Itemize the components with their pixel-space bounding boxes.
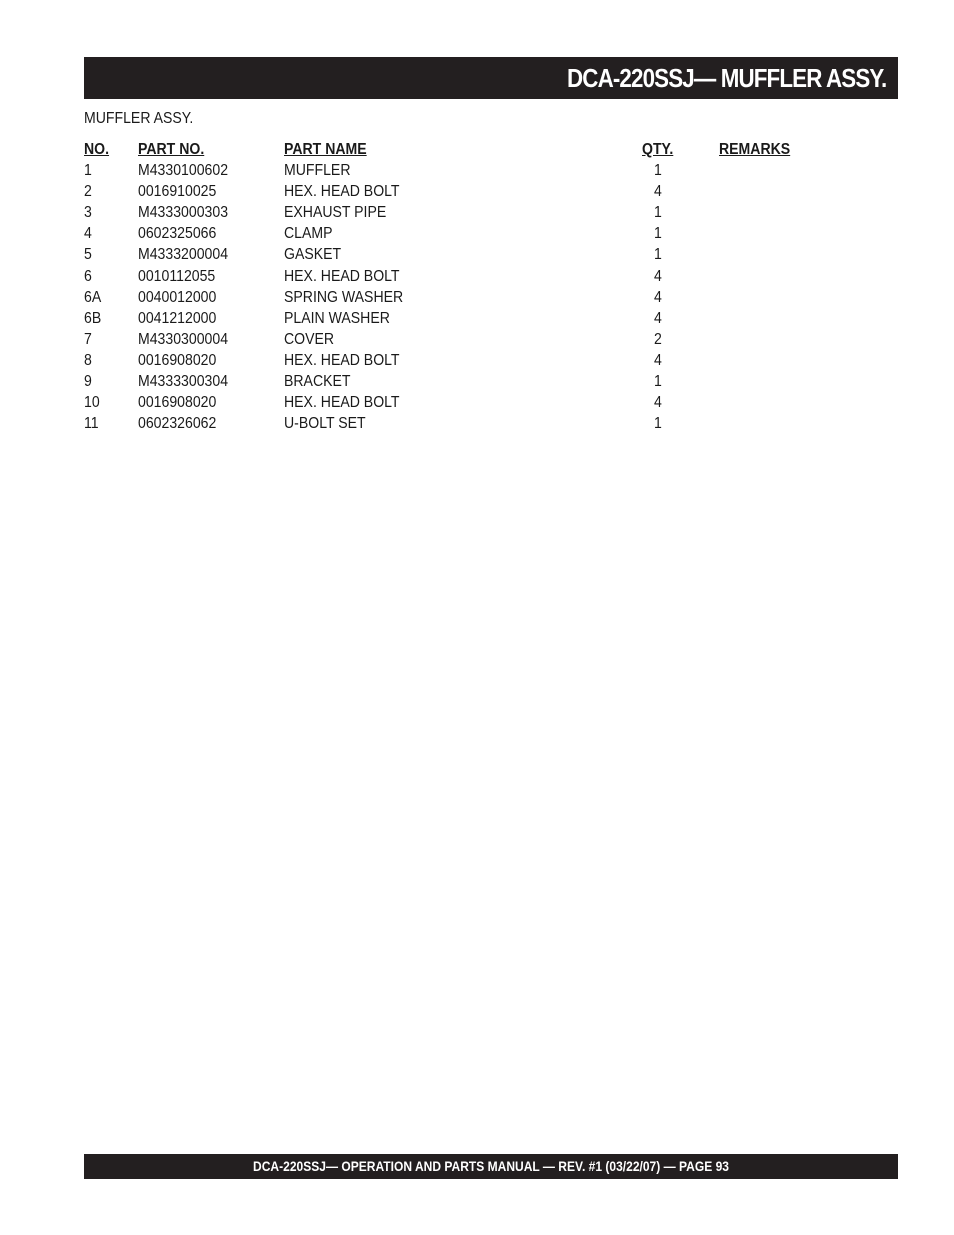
cell-part-no: 0016908020 bbox=[138, 394, 217, 412]
cell-qty: 4 bbox=[654, 288, 662, 306]
cell-part-no: 0016910025 bbox=[138, 183, 217, 201]
cell-part-no: M4330100602 bbox=[138, 162, 229, 180]
cell-qty: 1 bbox=[654, 162, 662, 180]
table-row bbox=[84, 244, 804, 265]
cell-part-name: HEX. HEAD BOLT bbox=[284, 394, 400, 412]
table-body bbox=[84, 160, 804, 434]
cell-qty: 1 bbox=[654, 225, 662, 243]
footer-text: DCA-220SSJ— OPERATION AND PARTS MANUAL — REV. #1 (03/22/07) — PAGE 93 bbox=[253, 1158, 729, 1174]
column-header-remarks: REMARKS bbox=[719, 141, 791, 158]
cell-part-name: PLAIN WASHER bbox=[284, 309, 390, 327]
cell-part-name: HEX. HEAD BOLT bbox=[284, 183, 400, 201]
table-row bbox=[84, 160, 804, 181]
cell-qty: 4 bbox=[654, 267, 662, 285]
table-row bbox=[84, 350, 804, 371]
cell-part-name: MUFFLER bbox=[284, 162, 351, 180]
cell-qty: 1 bbox=[654, 415, 662, 433]
header-bar bbox=[84, 57, 898, 99]
cell-qty: 1 bbox=[654, 204, 662, 222]
table-row bbox=[84, 181, 804, 202]
table-row bbox=[84, 223, 804, 244]
cell-qty: 2 bbox=[654, 330, 662, 348]
cell-part-no: 0041212000 bbox=[138, 309, 217, 327]
table-row bbox=[84, 371, 804, 392]
cell-no: 1 bbox=[84, 162, 92, 180]
column-header-part-no: PART NO. bbox=[138, 141, 205, 158]
page-title: DCA-220SSJ— MUFFLER ASSY. bbox=[566, 63, 886, 93]
cell-part-no: M4333300304 bbox=[138, 373, 229, 391]
parts-table bbox=[84, 139, 804, 434]
column-header-no: NO. bbox=[84, 141, 110, 158]
table-row bbox=[84, 413, 804, 434]
section-title: MUFFLER ASSY. bbox=[84, 110, 194, 127]
cell-part-no: 0010112055 bbox=[138, 267, 216, 285]
cell-no: 6B bbox=[84, 309, 102, 327]
cell-part-no: 0602325066 bbox=[138, 225, 217, 243]
cell-no: 5 bbox=[84, 246, 92, 264]
cell-qty: 4 bbox=[654, 394, 662, 412]
cell-no: 6A bbox=[84, 288, 102, 306]
cell-qty: 4 bbox=[654, 183, 662, 201]
cell-qty: 1 bbox=[654, 246, 662, 264]
cell-part-name: HEX. HEAD BOLT bbox=[284, 351, 400, 369]
table-row bbox=[84, 392, 804, 413]
cell-no: 8 bbox=[84, 351, 92, 369]
table-row bbox=[84, 266, 804, 287]
cell-no: 10 bbox=[84, 394, 100, 412]
cell-part-name: CLAMP bbox=[284, 225, 333, 243]
cell-no: 9 bbox=[84, 373, 92, 391]
cell-no: 11 bbox=[84, 415, 99, 433]
cell-qty: 1 bbox=[654, 373, 662, 391]
cell-part-no: 0016908020 bbox=[138, 351, 217, 369]
cell-part-name: BRACKET bbox=[284, 373, 351, 391]
cell-part-no: M4333000303 bbox=[138, 204, 229, 222]
table-header-row bbox=[84, 139, 804, 160]
cell-part-name: EXHAUST PIPE bbox=[284, 204, 387, 222]
cell-part-no: M4330300004 bbox=[138, 330, 229, 348]
table-row bbox=[84, 287, 804, 308]
cell-qty: 4 bbox=[654, 351, 662, 369]
column-header-part-name: PART NAME bbox=[284, 141, 367, 158]
table-row bbox=[84, 308, 804, 329]
cell-part-no: 0602326062 bbox=[138, 415, 217, 433]
cell-qty: 4 bbox=[654, 309, 662, 327]
cell-no: 3 bbox=[84, 204, 92, 222]
cell-part-name: U-BOLT SET bbox=[284, 415, 366, 433]
cell-part-name: SPRING WASHER bbox=[284, 288, 404, 306]
cell-no: 2 bbox=[84, 183, 92, 201]
cell-part-no: 0040012000 bbox=[138, 288, 217, 306]
cell-part-name: HEX. HEAD BOLT bbox=[284, 267, 400, 285]
cell-no: 4 bbox=[84, 225, 92, 243]
cell-no: 7 bbox=[84, 330, 92, 348]
footer-bar bbox=[84, 1154, 898, 1179]
cell-no: 6 bbox=[84, 267, 92, 285]
table-row bbox=[84, 202, 804, 223]
cell-part-no: M4333200004 bbox=[138, 246, 229, 264]
column-header-qty: QTY. bbox=[642, 141, 674, 158]
table-row bbox=[84, 329, 804, 350]
cell-part-name: GASKET bbox=[284, 246, 342, 264]
cell-part-name: COVER bbox=[284, 330, 335, 348]
